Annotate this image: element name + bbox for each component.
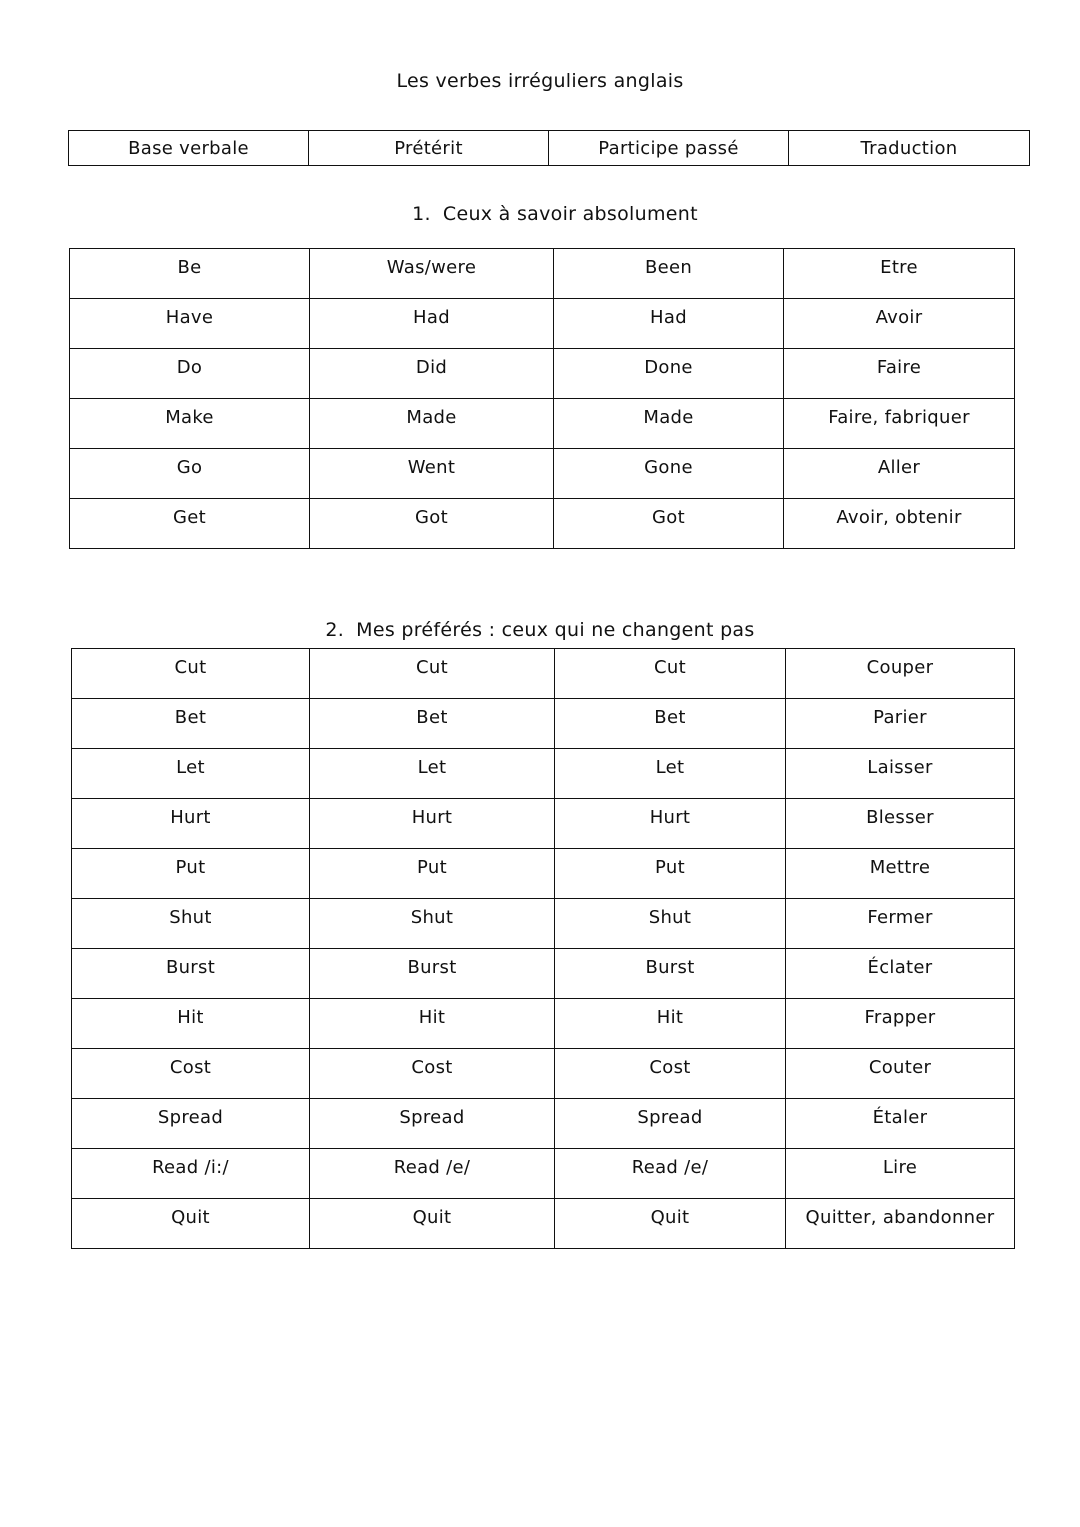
cell-preterit: Cut xyxy=(310,649,555,699)
cell-participle: Done xyxy=(554,349,784,399)
section-2-number: 2. xyxy=(325,619,345,641)
cell-translation: Faire, fabriquer xyxy=(784,399,1015,449)
cell-participle: Got xyxy=(554,499,784,549)
cell-translation: Quitter, abandonner xyxy=(786,1199,1015,1249)
table-row xyxy=(72,799,1015,849)
cell-preterit: Burst xyxy=(310,949,555,999)
table-row xyxy=(72,999,1015,1049)
cell-translation: Parier xyxy=(786,699,1015,749)
cell-translation: Blesser xyxy=(786,799,1015,849)
cell-preterit: Quit xyxy=(310,1199,555,1249)
cell-translation: Frapper xyxy=(786,999,1015,1049)
cell-translation: Laisser xyxy=(786,749,1015,799)
section-1-label: Ceux à savoir absolument xyxy=(442,203,698,225)
column-header-table xyxy=(68,130,1030,166)
cell-preterit: Let xyxy=(310,749,555,799)
cell-translation: Fermer xyxy=(786,899,1015,949)
cell-preterit: Cost xyxy=(310,1049,555,1099)
page-title: Les verbes irréguliers anglais xyxy=(396,70,684,92)
cell-base: Make xyxy=(70,399,310,449)
cell-preterit: Did xyxy=(310,349,554,399)
cell-participle: Burst xyxy=(555,949,786,999)
cell-preterit: Shut xyxy=(310,899,555,949)
cell-preterit: Spread xyxy=(310,1099,555,1149)
header-cell-translation: Traduction xyxy=(789,131,1030,166)
cell-translation: Étaler xyxy=(786,1099,1015,1149)
cell-participle: Hit xyxy=(555,999,786,1049)
cell-base: Burst xyxy=(72,949,310,999)
cell-base: Put xyxy=(72,849,310,899)
table-row xyxy=(72,649,1015,699)
table-row xyxy=(72,1149,1015,1199)
cell-preterit: Hit xyxy=(310,999,555,1049)
table-row xyxy=(70,249,1015,299)
cell-translation: Etre xyxy=(784,249,1015,299)
cell-base: Bet xyxy=(72,699,310,749)
cell-participle: Been xyxy=(554,249,784,299)
section-2-label: Mes préférés : ceux qui ne changent pas xyxy=(356,619,755,641)
cell-preterit: Went xyxy=(310,449,554,499)
cell-participle: Quit xyxy=(555,1199,786,1249)
verbs-table-section-1 xyxy=(69,248,1015,549)
cell-participle: Made xyxy=(554,399,784,449)
cell-base: Spread xyxy=(72,1099,310,1149)
table-row xyxy=(72,1099,1015,1149)
table-row xyxy=(70,299,1015,349)
section-1-title xyxy=(0,203,1080,225)
table-row xyxy=(72,699,1015,749)
cell-participle: Hurt xyxy=(555,799,786,849)
table-row xyxy=(70,449,1015,499)
cell-base: Cut xyxy=(72,649,310,699)
cell-preterit: Bet xyxy=(310,699,555,749)
cell-translation: Couter xyxy=(786,1049,1015,1099)
cell-participle: Cut xyxy=(555,649,786,699)
cell-participle: Shut xyxy=(555,899,786,949)
cell-base: Shut xyxy=(72,899,310,949)
verbs-table-section-2 xyxy=(71,648,1015,1249)
cell-base: Let xyxy=(72,749,310,799)
cell-participle: Let xyxy=(555,749,786,799)
cell-preterit: Hurt xyxy=(310,799,555,849)
section-2-title xyxy=(0,619,1080,641)
cell-base: Hurt xyxy=(72,799,310,849)
cell-participle: Cost xyxy=(555,1049,786,1099)
cell-translation: Mettre xyxy=(786,849,1015,899)
cell-base: Quit xyxy=(72,1199,310,1249)
cell-translation: Éclater xyxy=(786,949,1015,999)
cell-preterit: Read /e/ xyxy=(310,1149,555,1199)
cell-participle: Read /e/ xyxy=(555,1149,786,1199)
table-row xyxy=(70,499,1015,549)
header-cell-base: Base verbale xyxy=(69,131,309,166)
cell-base: Cost xyxy=(72,1049,310,1099)
cell-participle: Had xyxy=(554,299,784,349)
cell-base: Hit xyxy=(72,999,310,1049)
cell-base: Do xyxy=(70,349,310,399)
header-row xyxy=(69,131,1030,166)
cell-base: Read /i:/ xyxy=(72,1149,310,1199)
cell-translation: Avoir xyxy=(784,299,1015,349)
header-cell-preterit: Prétérit xyxy=(309,131,549,166)
cell-translation: Couper xyxy=(786,649,1015,699)
section-1-number: 1. xyxy=(412,203,431,225)
table-row xyxy=(70,349,1015,399)
cell-participle: Spread xyxy=(555,1099,786,1149)
cell-translation: Aller xyxy=(784,449,1015,499)
header-cell-participle: Participe passé xyxy=(549,131,789,166)
table-row xyxy=(72,1199,1015,1249)
cell-preterit: Was/were xyxy=(310,249,554,299)
cell-translation: Avoir, obtenir xyxy=(784,499,1015,549)
cell-base: Get xyxy=(70,499,310,549)
table-row xyxy=(72,1049,1015,1099)
cell-preterit: Had xyxy=(310,299,554,349)
table-row xyxy=(72,849,1015,899)
table-row xyxy=(72,749,1015,799)
cell-translation: Faire xyxy=(784,349,1015,399)
cell-preterit: Put xyxy=(310,849,555,899)
cell-preterit: Made xyxy=(310,399,554,449)
cell-participle: Bet xyxy=(555,699,786,749)
table-row xyxy=(70,399,1015,449)
cell-participle: Put xyxy=(555,849,786,899)
table-row xyxy=(72,949,1015,999)
cell-base: Go xyxy=(70,449,310,499)
cell-preterit: Got xyxy=(310,499,554,549)
cell-base: Have xyxy=(70,299,310,349)
cell-participle: Gone xyxy=(554,449,784,499)
cell-base: Be xyxy=(70,249,310,299)
cell-translation: Lire xyxy=(786,1149,1015,1199)
table-row xyxy=(72,899,1015,949)
